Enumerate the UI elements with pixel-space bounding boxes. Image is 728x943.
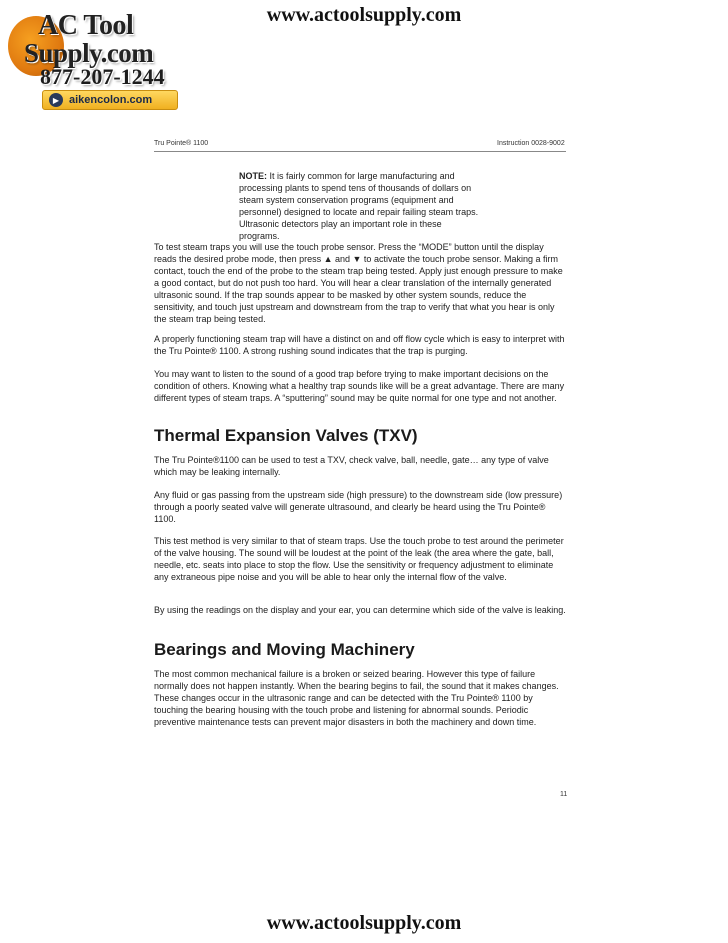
site-url-bottom: www.actoolsupply.com xyxy=(266,912,462,934)
paragraph-txv-4: By using the readings on the display and your ear, you can determine which side of the valve is leaking. xyxy=(154,605,566,615)
note-text: It is fairly common for large manufacturing and processing plants to spend tens of thousands of dollars on steam system conservation programs (equipment and personnel) designed to locate and repair failing steam traps. Ultrasonic detectors play an important role in these programs. xyxy=(239,171,479,241)
play-arrow-icon: ▶ xyxy=(49,93,63,107)
paragraph-txv-2: Any fluid or gas passing from the upstream side (high pressure) to the downstream side (low pressure) through a poorly seated valve will generate ultrasound, and clearly be heard using the Tru Pointe® 1100. xyxy=(154,490,563,524)
paragraph-txv-1: The Tru Pointe®1100 can be used to test a TXV, check valve, ball, needle, gate… any type of valve which may be leaking internally. xyxy=(154,455,549,477)
header-product: Tru Pointe® 1100 xyxy=(154,140,209,147)
logo-line-1: AC Tool xyxy=(38,10,134,41)
paragraph-txv-3: This test method is very similar to that of steam traps. Use the touch probe to test around the perimeter of the valve housing. The sound will be loudest at the point of the leak (the area where the gate, ball, needle, etc. seats into place to stop the flow. Use the sensitivity or frequency adjustment to eliminate any extraneous pipe noise and you will be able to hear only the internal flow of the valve. xyxy=(154,536,564,582)
paragraph-bearings-1: The most common mechanical failure is a broken or seized bearing. However this type of failure normally does not happen instantly. When the bearing begins to fail, the sound that it makes changes. These changes occur in the ultrasonic range and can be detected with the Tru Pointe® 1100 by touching the bearing housing with the touch probe and listening for abnormal sounds. Periodic preventive maintenance tests can prevent major disasters in both the machinery and down time. xyxy=(154,669,559,727)
note-label: NOTE: xyxy=(239,171,267,181)
paragraph-steam-2: A properly functioning steam trap will have a distinct on and off flow cycle which is easy to interpret with the Tru Pointe® 1100. A strong rushing sound indicates that the trap is purging. xyxy=(154,334,565,356)
company-logo xyxy=(8,6,198,110)
header-instruction-number: Instruction 0028-9002 xyxy=(497,140,565,147)
heading-txv: Thermal Expansion Valves (TXV) xyxy=(154,426,418,445)
logo-phone: 877-207-1244 xyxy=(40,64,165,89)
note-box xyxy=(239,170,484,242)
header-divider xyxy=(154,151,566,152)
site-url-top: www.actoolsupply.com xyxy=(266,4,462,26)
logo-line-2: Supply.com xyxy=(24,38,154,68)
heading-bearings: Bearings and Moving Machinery xyxy=(154,640,415,659)
paragraph-steam-1: To test steam traps you will use the touch probe sensor. Press the “MODE” button until the display reads the desired probe mode, then press ▲ and ▼ to activate the touch probe sensor. Making a firm contact, touch the end of the probe to the steam trap being tested. Apply just enough pressure to make a good contact, but do not push too hard. You will hear a clear translation of the internally generated ultrasonic sound. If the trap sounds appear to be masked by other system sounds, reduce the sensitivity, and touch just upstream and downstream from the trap to verify that what you hear is only the steam trap being tested. xyxy=(154,242,563,324)
logo-badge xyxy=(42,90,178,110)
page-number: 11 xyxy=(560,791,568,798)
paragraph-steam-3: You may want to listen to the sound of a good trap before trying to make important decisions on the condition of others. Knowing what a healthy trap sounds like will be a great advantage. There are many different types of steam traps. A “sputtering” sound may be quite normal for one type and not another. xyxy=(154,369,565,403)
logo-badge-text: aikencolon.com xyxy=(69,94,153,106)
